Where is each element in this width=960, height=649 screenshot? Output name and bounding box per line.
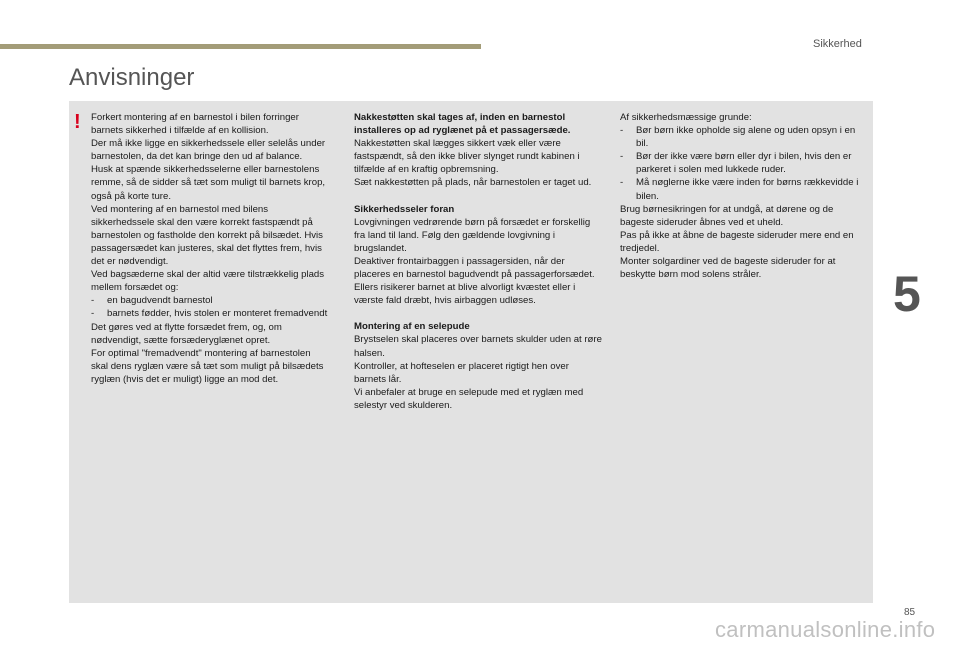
paragraph: Sæt nakkestøtten på plads, når barnestolen er taget ud. (354, 177, 592, 189)
paragraph: Brystselen skal placeres over barnets skulder uden at røre halsen. (354, 334, 602, 359)
column-warnings (91, 111, 329, 386)
paragraph: For optimal "fremadvendt" montering af barnestolen skal dens ryglæn være så tæt som muligt på bilsædets ryglæn (hvis det er muligt) ligge an mod det. (91, 347, 324, 385)
info-box (69, 101, 873, 603)
list-item: - Bør børn ikke opholde sig alene og uden opsyn i en bil. (620, 125, 856, 150)
list-item: - Må nøglerne ikke være inden for børns rækkevidde i bilen. (620, 177, 859, 202)
column-safety-reasons (620, 111, 867, 281)
paragraph: Ved bagsæderne skal der altid være tilstrækkelig plads mellem forsædet og: (91, 269, 325, 294)
paragraph: Brug børnesikringen for at undgå, at dørene og de bageste sideruder åbnes ved et uheld. (620, 203, 834, 228)
section-heading: Sikkerhedsseler foran (354, 203, 455, 215)
paragraph: Lovgivningen vedrørende børn på forsædet er forskellig fra land til land. Følg den gældende lovgivning i brugslandet. (354, 216, 591, 254)
section-heading: Montering af en selepude (354, 321, 470, 333)
paragraph: Forkert montering af en barnestol i bilen forringer barnets sikkerhed i tilfælde af en kollision. (91, 112, 299, 137)
section-heading: Nakkestøtten skal tages af, inden en barnestol installeres op ad ryglænet på et passagersæde. (354, 112, 571, 137)
paragraph: Pas på ikke at åbne de bageste sideruder mere end en tredjedel. (620, 229, 854, 254)
paragraph: Vi anbefaler at bruge en selepude med et ryglæn med selestyr ved skulderen. (354, 386, 584, 411)
paragraph: Nakkestøtten skal lægges sikkert væk eller være fastspændt, så den ikke bliver slynget rundt kabinen i tilfælde af en kraftig opbremsning. (354, 138, 580, 176)
paragraph: Af sikkerhedsmæssige grunde: (620, 112, 752, 123)
list-item: - Bør der ikke være børn eller dyr i bilen, hvis den er parkeret i solen med lukkede ruder. (620, 151, 852, 176)
paragraph: Kontroller, at hofteselen er placeret rigtigt hen over barnets lår. (354, 360, 569, 385)
warning-exclamation-icon: ! (74, 111, 81, 133)
watermark: carmanualsonline.info (715, 617, 936, 642)
page-title: Anvisninger (69, 64, 195, 91)
page-number: 85 (904, 607, 916, 618)
list-item: - barnets fødder, hvis stolen er monteret fremadvendt (91, 308, 328, 320)
paragraph: Monter solgardiner ved de bageste sideruder for at beskytte børn mod solens stråler. (620, 256, 836, 281)
paragraph: Ellers risikerer barnet at blive alvorligt kvæstet eller i værste fald dræbt, hvis airbaggen udløses. (354, 282, 576, 307)
column-headrest-seatbelts (354, 111, 602, 412)
paragraph: Ved montering af en barnestol med bilens sikkerhedssele skal den være korrekt fastspændt på barnestolen og fastholde den korrekt på bilsædet. Hvis passagersædet kan justeres, skal det flyttes frem, hvis det er nødvendigt. (91, 203, 323, 268)
list-item: - en bagudvendt barnestol (91, 295, 213, 307)
paragraph: Husk at spænde sikkerhedsselerne eller barnestolens remme, så de sidder så tæt som muligt til barnets krop, også på korte ture. (91, 164, 326, 202)
section-header: Sikkerhed (813, 38, 862, 50)
chapter-number: 5 (893, 266, 921, 322)
header-accent-bar (0, 44, 481, 49)
paragraph: Det gøres ved at flytte forsædet frem, og, om nødvendigt, sætte forsæderyglænet opret. (91, 321, 282, 346)
paragraph: Der må ikke ligge en sikkerhedssele eller selelås under barnestolen, da det kan bringe den ud af balance. (91, 138, 326, 163)
paragraph: Deaktiver frontairbaggen i passagersiden, når der placeres en barnestol bagudvendt på passagerforsædet. (354, 255, 595, 281)
